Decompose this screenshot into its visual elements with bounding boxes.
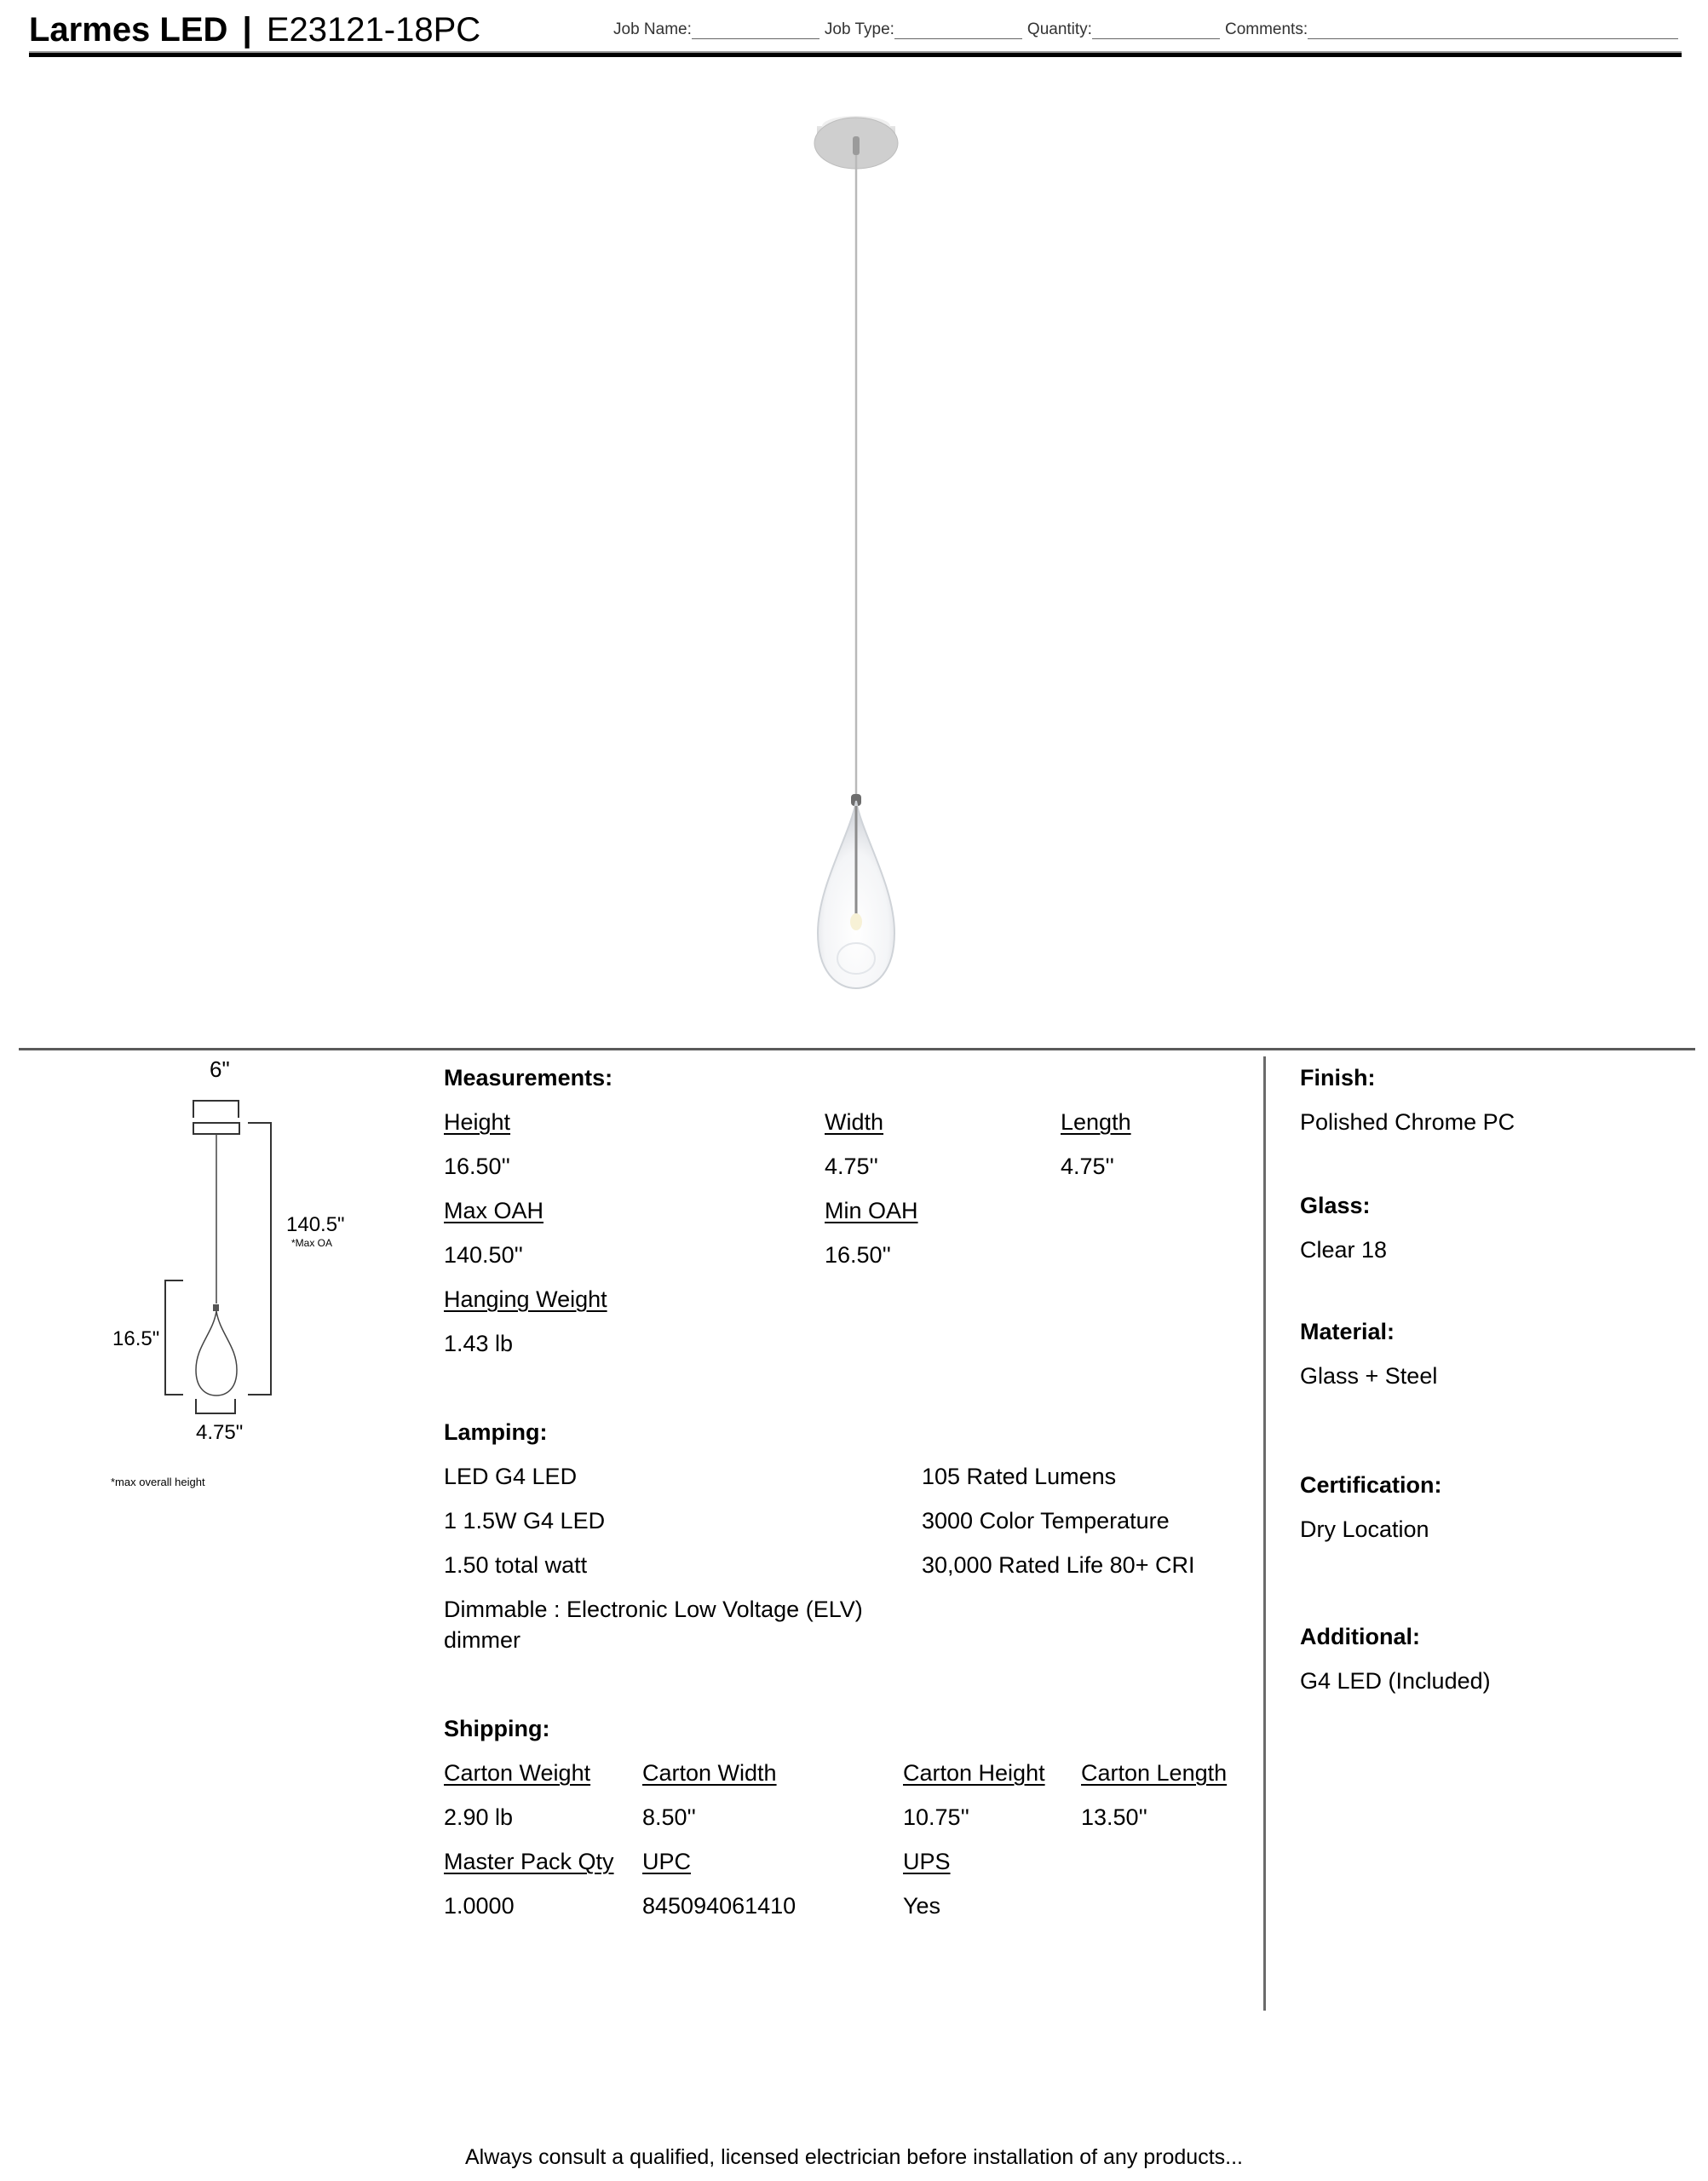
job-type-label: Job Type: xyxy=(824,20,894,38)
length-label: Length xyxy=(1061,1109,1131,1135)
measurements-heading: Measurements: xyxy=(444,1065,613,1090)
comments-label: Comments: xyxy=(1224,20,1308,38)
lamping-item: 1 1.5W G4 LED xyxy=(444,1508,606,1534)
length-value: 4.75'' xyxy=(1061,1154,1114,1179)
carton-length-label: Carton Length xyxy=(1081,1760,1228,1786)
quantity-field[interactable] xyxy=(1027,20,1225,39)
quantity-input[interactable] xyxy=(1092,21,1220,39)
carton-width-label: Carton Width xyxy=(642,1760,777,1786)
product-photo xyxy=(767,102,946,1005)
master-pack-value: 1.0000 xyxy=(444,1893,515,1919)
page-title xyxy=(29,9,480,51)
quantity-label: Quantity: xyxy=(1027,20,1092,38)
pendant-light-icon xyxy=(767,102,946,1005)
section-divider xyxy=(19,1048,1695,1050)
upc-label: UPC xyxy=(642,1849,692,1874)
job-info-fields xyxy=(613,20,1683,39)
carton-height-label: Carton Height xyxy=(903,1760,1045,1786)
product-sku: E23121-18PC xyxy=(266,11,481,49)
max-height-label: 140.5" xyxy=(286,1213,345,1236)
comments-input[interactable] xyxy=(1308,21,1678,39)
min-oah-label: Min OAH xyxy=(825,1198,918,1223)
hanging-weight-value: 1.43 lb xyxy=(444,1331,514,1356)
header-rule xyxy=(29,53,1682,57)
product-name: Larmes LED xyxy=(29,11,228,49)
carton-length-value: 13.50'' xyxy=(1081,1804,1147,1830)
title-separator: | xyxy=(242,11,252,49)
material-heading: Material: xyxy=(1300,1319,1395,1344)
max-oah-value: 140.50'' xyxy=(444,1242,523,1268)
ups-label: UPS xyxy=(903,1849,951,1874)
job-name-field[interactable] xyxy=(613,20,825,39)
glass-value: Clear 18 xyxy=(1300,1237,1388,1263)
additional-value: G4 LED (Included) xyxy=(1300,1668,1491,1694)
certification-value: Dry Location xyxy=(1300,1516,1429,1542)
width-value: 4.75'' xyxy=(825,1154,878,1179)
finish-value: Polished Chrome PC xyxy=(1300,1109,1515,1135)
lamping-item: 3000 Color Temperature xyxy=(922,1508,1170,1534)
dimension-drawing-icon xyxy=(85,1056,375,1516)
certification-heading: Certification: xyxy=(1300,1472,1442,1498)
max-height-note: *Max OA xyxy=(291,1237,333,1249)
fixture-width-label: 4.75" xyxy=(196,1421,244,1444)
carton-width-value: 8.50'' xyxy=(642,1804,696,1830)
job-name-input[interactable] xyxy=(692,21,819,39)
dimmable-line-2: dimmer xyxy=(444,1627,521,1653)
diagram-footnote: *max overall height xyxy=(111,1476,205,1488)
finish-heading: Finish: xyxy=(1300,1065,1376,1090)
lamping-item: LED G4 LED xyxy=(444,1464,578,1489)
job-type-input[interactable] xyxy=(894,21,1022,39)
column-divider xyxy=(1263,1056,1266,2011)
ups-value: Yes xyxy=(903,1893,941,1919)
height-label: Height xyxy=(444,1109,511,1135)
dimmable-line-1: Dimmable : Electronic Low Voltage (ELV) xyxy=(444,1597,863,1622)
max-oah-label: Max OAH xyxy=(444,1198,544,1223)
lamping-heading: Lamping: xyxy=(444,1419,548,1445)
hanging-weight-label: Hanging Weight xyxy=(444,1286,607,1312)
job-type-field[interactable] xyxy=(825,20,1027,39)
upc-value: 845094061410 xyxy=(642,1893,796,1919)
lamping-item: 30,000 Rated Life 80+ CRI xyxy=(922,1552,1195,1578)
carton-weight-value: 2.90 lb xyxy=(444,1804,514,1830)
safety-disclaimer: Always consult a qualified, licensed electrician before installation of any products... xyxy=(464,2145,1243,2169)
carton-height-value: 10.75'' xyxy=(903,1804,969,1830)
material-value: Glass + Steel xyxy=(1300,1363,1438,1389)
master-pack-label: Master Pack Qty xyxy=(444,1849,614,1874)
min-oah-value: 16.50'' xyxy=(825,1242,891,1268)
job-name-label: Job Name: xyxy=(613,20,692,38)
fixture-height-label: 16.5" xyxy=(112,1327,160,1350)
additional-heading: Additional: xyxy=(1300,1624,1420,1649)
carton-weight-label: Carton Weight xyxy=(444,1760,591,1786)
comments-field[interactable] xyxy=(1225,20,1683,39)
canopy-width-label: 6" xyxy=(210,1056,230,1082)
glass-heading: Glass: xyxy=(1300,1193,1371,1218)
lamping-item: 1.50 total watt xyxy=(444,1552,588,1578)
shipping-heading: Shipping: xyxy=(444,1716,550,1741)
dimension-diagram xyxy=(85,1056,375,1516)
lamping-item: 105 Rated Lumens xyxy=(922,1464,1117,1489)
width-label: Width xyxy=(825,1109,884,1135)
height-value: 16.50'' xyxy=(444,1154,510,1179)
